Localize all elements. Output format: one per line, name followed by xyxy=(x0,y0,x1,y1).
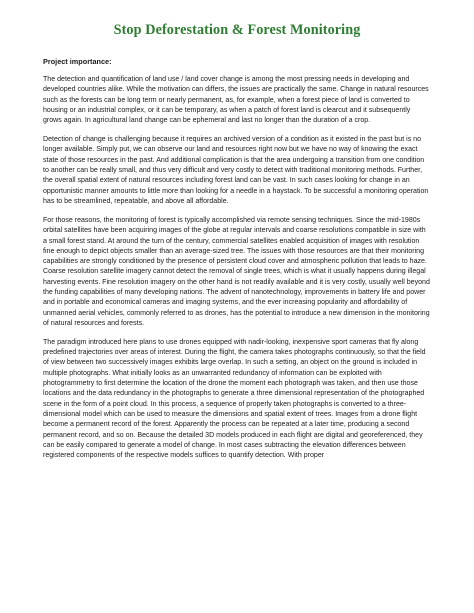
paragraph-1: The detection and quantification of land use / land cover change is among the most pressing needs in developing and developed countries alike. While the motivation can differs, the issues are practically the same. Change in natural resources such as the forests can be long term or nearly permanent, as, for example, when a forest piece of land is converted to housing or an industrial complex, or it can be temporary, as when a patch of forest land is clearcut and it subsequently grows again. In agricultural land change can be ephemeral and last no longer than the duration of a crop. xyxy=(43,76,429,125)
paragraph-2: Detection of change is challenging because it requires an archived version of a condition as it existed in the past but is no longer available. Simply put, we can observe our land and resources right now but we have no way of knowing the exact state of those resources in the past. And additional complication is that the area undergoing a transition from one condition to another can be really small, and thus very difficult and very costly to detect with traditional monitoring methods. Further, the overall spatial extent of natural resources including forest land can be vast. In such cases looking for change in an opportunistic manner amounts to little more than looking for a needle in a haystack. To be successful a monitoring operation has to be streamlined, repeatable, and above all affordable. xyxy=(43,136,429,205)
paragraph-4: The paradigm introduced here plans to use drones equipped with nadir-looking, inexpensive sport cameras that fly along predefined trajectories over areas of interest. During the flight, the camera takes photographs continuously, so that the field of view between two successively images exhibits large overlap. In such a setting, an object on the ground is included in multiple photographs. What initially looks as an unwarranted redundancy of information can be exploited with photogrammetry to first determine the location of the drone the moment each photograph was taken, and then use those locations and the data redundancy in the photographs to generate a three dimensional representation of the photographed scene in the form of a point cloud. In this process, a sequence of properly taken photographs is converted to a three-dimensional model which can be used to measure the dimensions and spatial extent of trees. Images from a drone flight become a permanent record of the forest. Apparently the process can be repeated at a later time, producing a second permanent record, and so on. Because the detailed 3D models produced in each flight are digital and georeferenced, they can be easily compared to generate a model of change. In most cases subtracting the elevation differences between registered components of the respective models suffices to quantify detection. With proper xyxy=(43,338,426,460)
document-title: Stop Deforestation & Forest Monitoring xyxy=(113,22,361,38)
paragraph-3: For those reasons, the monitoring of forest is typically accomplished via remote sensing techniques. Since the mid-1980s orbital satellites have been acquiring images of the globe at regular intervals and coarse resolutions compatible in size with a small forest stand. At around the turn of the century, commercial satellites enabled acquisition of images with resolution fine enough to depict objects smaller than an average-sized tree. The issues with those resources are that their monitoring capabilities are strongly conditioned by the presence of persistent cloud cover and atmospheric pollution that leads to haze. Coarse resolution satellite imagery cannot detect the removal of single trees, which is what it usually happens during illegal harvesting events. Fine resolution imagery on the other hand is not readily available and it is very costly, usually well beyond the funding capabilities of many developing nations. The advent of nanotechnology, improvements in battery life and power and in portable and economical cameras and imaging systems, and the ever increasing popularity and affordability of unmanned aerial vehicles, commonly referred to as drones, has the potential to introduce a new dimension in the monitoring of natural resources and forests. xyxy=(43,216,430,327)
section-heading: Project importance: xyxy=(43,57,112,66)
